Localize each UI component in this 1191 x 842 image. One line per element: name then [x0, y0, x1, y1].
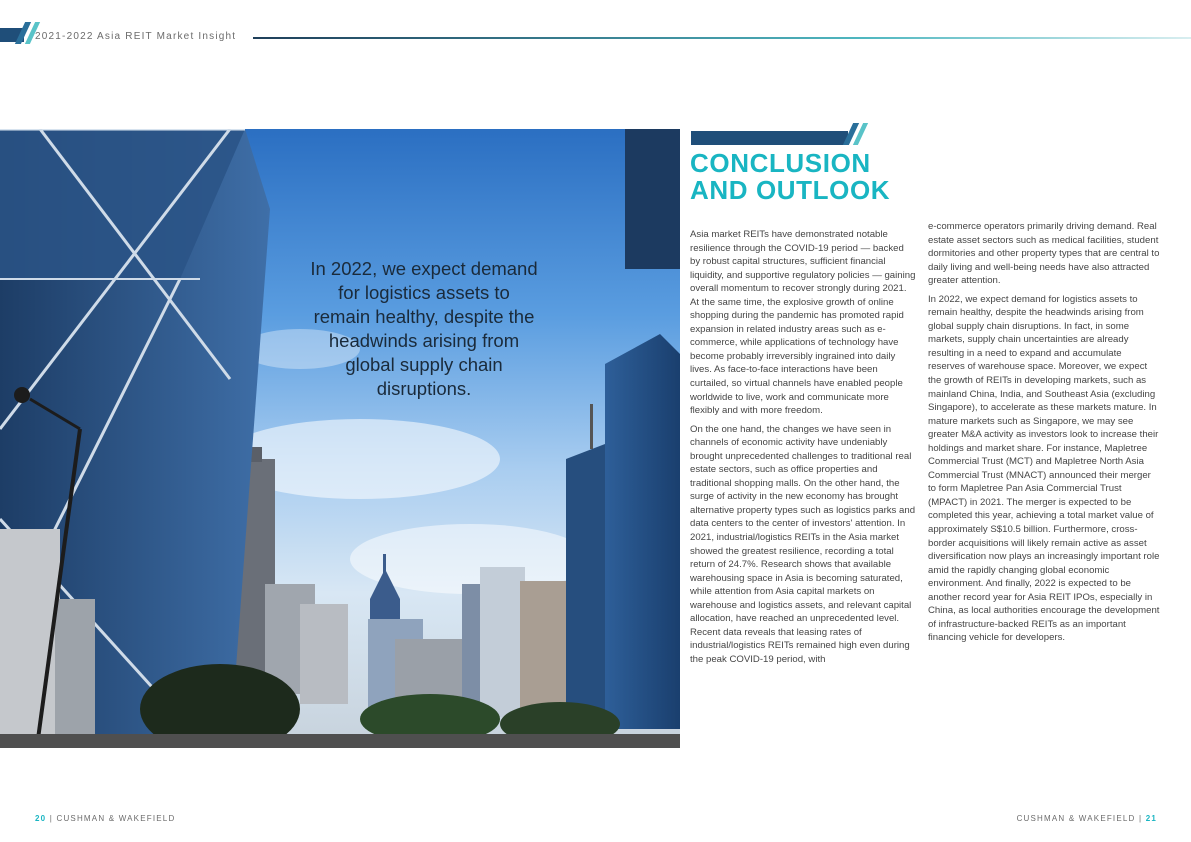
section-brand-bar — [691, 131, 848, 145]
section-title-line2: AND OUTLOOK — [690, 175, 891, 205]
paragraph: On the one hand, the changes we have seen in channels of economic activity have undeniably brought unprecedented challenges to traditional real estate sectors, such as office properties and traditional shopping malls. On the other hand, the surge of activity in the new economy has brought alternative property types such as logistics parks and data centers to the center of investors' attention. In 2021, industrial/logistics REITs in the Asia market showed the greatest resilience, recording a total return of 24.7%. Research shows that available warehousing space in Asia is becoming saturated, while attention from Asia capital markets on warehouse and logistics assets, and relevant capital allocation, have reached an unprecedented level. Recent data reveals that leasing rates of industrial/logistics REITs remained high even during the peak COVID-19 period, with — [690, 423, 916, 665]
section-title — [690, 150, 890, 204]
footer-brand-right: CUSHMAN & WAKEFIELD — [1016, 814, 1136, 823]
section-title-line1: CONCLUSION — [690, 148, 871, 178]
paragraph: e-commerce operators primarily driving demand. Real estate asset sectors such as medical facilities, student dormitories and other property types that are central to daily living and well-being needs have also attracted greater attention. — [928, 221, 1160, 287]
header-title: 2021-2022 Asia REIT Market Insight — [35, 31, 237, 42]
city-skyline-photo — [0, 129, 680, 748]
page-number-right: 21 — [1145, 814, 1157, 823]
paragraph: In 2022, we expect demand for logistics assets to remain healthy, despite the headwinds arising from global supply chain disruptions. In fact, in some markets, supply chain uncertainties are already resulting in a need to expand and accumulate reserves of warehouse space. Moreover, we expect the growth of REITs in developing markets, such as mainland China, India, and Southeast Asia (excluding Singapore), to accelerate as these markets mature. In mature markets such as Singapore, we may see greater M&A activity as investors look to increase their holdings and market share. For instance, Mapletree Commercial Trust (MCT) and Mapletree North Asia Commercial Trust (MNACT) announced their merger to form Mapletree Pan Asia Commercial Trust (MPACT) in 2021. The merger is expected to be completed this year, achieving a total market value of approximately S$10.5 billion. Furthermore, cross-border acquisitions will likely remain active as asset diversification now plays an increasingly important role amid the rapidly changing global economic environment. And finally, 2022 is expected to be another record year for Asia REIT IPOs, especially in China, as local authorities encourage the development of infrastructure-backed REITs as an important financing vehicle for developers. — [928, 293, 1160, 644]
footer-brand-left: CUSHMAN & WAKEFIELD — [56, 814, 176, 823]
footer-separator: | — [49, 814, 54, 823]
skyline-illustration — [0, 129, 680, 748]
footer-left — [35, 814, 175, 823]
paragraph: Asia market REITs have demonstrated notable resilience through the COVID-19 period — backed by robust capital structures, sufficient financial liquidity, and supportive regulatory policies — gaining overall momentum to recover strongly during 2021. At the same time, the explosive growth of online shopping during the pandemic has promoted rapid expansion in related industry areas such as e-commerce, while applications of technology have become probably irreversibly ingrained into daily lives. As face-to-face interactions have been curtailed, so virtual channels have enabled people worldwide to live, work and communicate more flexibly and with more freedom. — [690, 229, 916, 417]
body-column-2 — [928, 220, 1160, 650]
header-rule — [253, 37, 1191, 39]
footer-separator: | — [1138, 814, 1143, 823]
body-column-1 — [690, 228, 916, 672]
footer-right — [1017, 814, 1157, 823]
pull-quote: In 2022, we expect demand for logistics assets to remain healthy, despite the headwinds arising from global supply chain disruptions. — [310, 258, 538, 399]
page-number-left: 20 — [35, 814, 47, 823]
